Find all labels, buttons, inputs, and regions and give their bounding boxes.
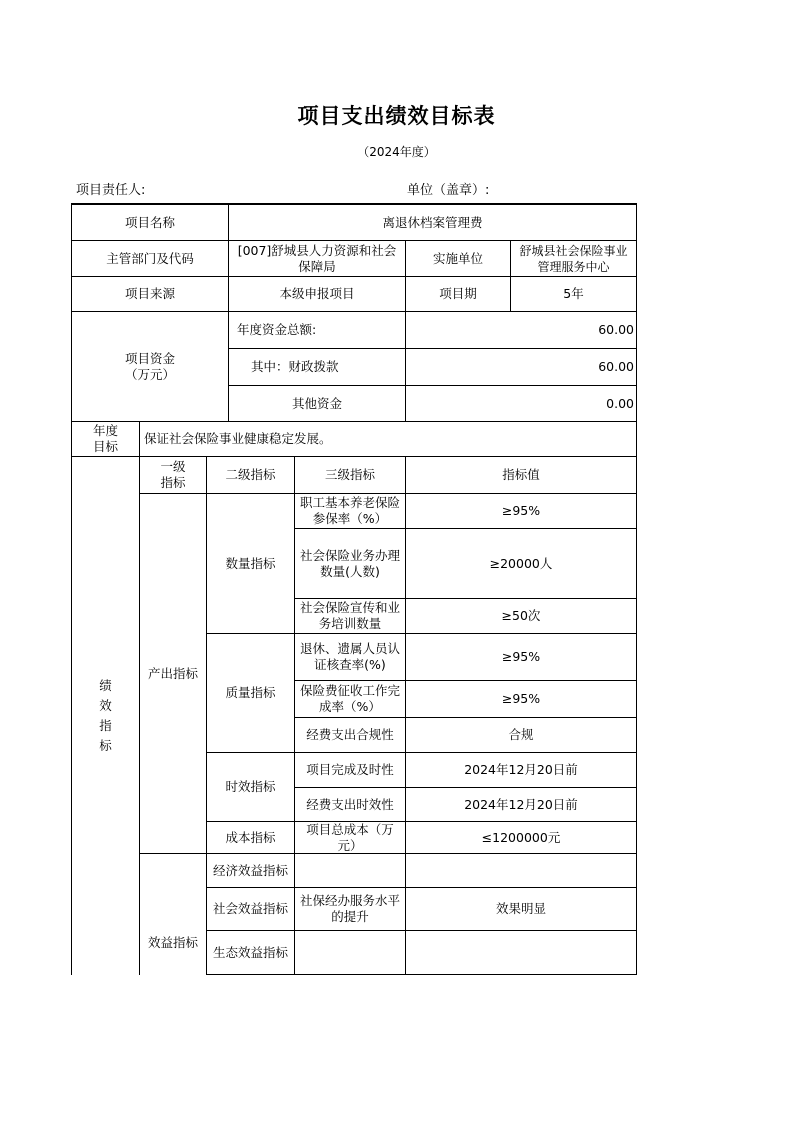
year-subtitle: （2024年度） (357, 145, 436, 159)
level2-header: 二级指标 (225, 467, 276, 482)
indicator-name: 退休、遗属人员认证核查率(%) (299, 641, 400, 672)
project-name-value: 离退休档案管理费 (382, 214, 483, 230)
indicator-name (295, 854, 405, 887)
other-funds-value: 0.00 (606, 395, 634, 411)
indicator-value: ≥20000人 (489, 555, 553, 571)
unit-seal-label: 单位（盖章）: (407, 183, 490, 198)
quality-indicator-label: 质量指标 (225, 685, 276, 700)
indicator-value: 2024年12月20日前 (464, 796, 578, 812)
indicator-value: ≥95% (501, 691, 541, 706)
total-funds-value: 60.00 (598, 322, 634, 337)
indicator-name (295, 931, 405, 974)
source-label: 项目来源 (124, 286, 175, 301)
cost-indicator-label: 成本指标 (225, 829, 276, 845)
indicator-value: 效果明显 (495, 901, 546, 916)
indicator-name: 经费支出合规性 (306, 727, 394, 742)
annual-goal-label: 年度 目标 (92, 423, 118, 454)
benefit-indicator-label: 效益指标 (147, 934, 198, 950)
output-indicator-label: 产出指标 (147, 665, 198, 681)
page-title: 项目支出绩效目标表 (297, 104, 496, 128)
social-benefit-label: 社会效益指标 (212, 901, 288, 916)
indicator-name: 项目完成及时性 (306, 762, 394, 777)
value-header: 指标值 (502, 467, 540, 482)
economic-benefit-label: 经济效益指标 (212, 862, 288, 878)
ecological-benefit-label: 生态效益指标 (212, 944, 288, 960)
source-value: 本级申报项目 (279, 286, 355, 301)
indicator-name: 社会保险业务办理数量(人数) (299, 547, 400, 579)
indicator-name: 社保经办服务水平的提升 (299, 893, 400, 924)
performance-indicators-label: 绩 效 指 标 (99, 678, 112, 753)
indicator-name: 保险费征收工作完成率（%） (299, 683, 400, 714)
annual-goal-text: 保证社会保险事业健康稳定发展。 (144, 431, 332, 446)
indicator-name: 项目总成本（万元） (306, 821, 394, 853)
project-funds-label: 项目资金 （万元） (124, 350, 175, 382)
period-label: 项目期 (439, 286, 477, 301)
timeliness-indicator-label: 时效指标 (225, 779, 276, 794)
indicator-value: 合规 (508, 727, 534, 742)
indicator-name: 经费支出时效性 (306, 796, 394, 812)
fiscal-funds-value: 60.00 (598, 359, 634, 374)
level3-header: 三级指标 (324, 467, 375, 482)
indicator-value (406, 931, 636, 974)
indicator-value (406, 854, 636, 887)
dept-value: [007]舒城县人力资源和社会保障局 (237, 242, 397, 274)
level1-header: 一级 指标 (160, 459, 186, 490)
impl-unit-label: 实施单位 (432, 250, 483, 266)
indicator-value: ≥50次 (501, 608, 541, 623)
indicator-value: 2024年12月20日前 (464, 762, 578, 777)
quantity-indicator-label: 数量指标 (225, 555, 276, 571)
dept-label: 主管部门及代码 (106, 250, 194, 266)
responsible-person-label: 项目责任人: (76, 183, 146, 198)
indicator-value: ≥95% (501, 503, 541, 518)
indicator-value: ≤1200000元 (481, 829, 561, 845)
total-funds-label: 年度资金总额: (237, 322, 317, 337)
other-funds-label: 其他资金 (291, 395, 342, 411)
period-value: 5年 (563, 286, 584, 301)
project-name-label: 项目名称 (124, 214, 175, 230)
indicator-name: 社会保险宣传和业务培训数量 (299, 600, 400, 631)
impl-unit-value: 舒城县社会保险事业管理服务中心 (519, 243, 628, 274)
indicator-name: 职工基本养老保险参保率（%） (299, 495, 400, 526)
fiscal-funds-label: 其中：财政拨款 (251, 359, 339, 374)
indicator-value: ≥95% (501, 649, 541, 664)
